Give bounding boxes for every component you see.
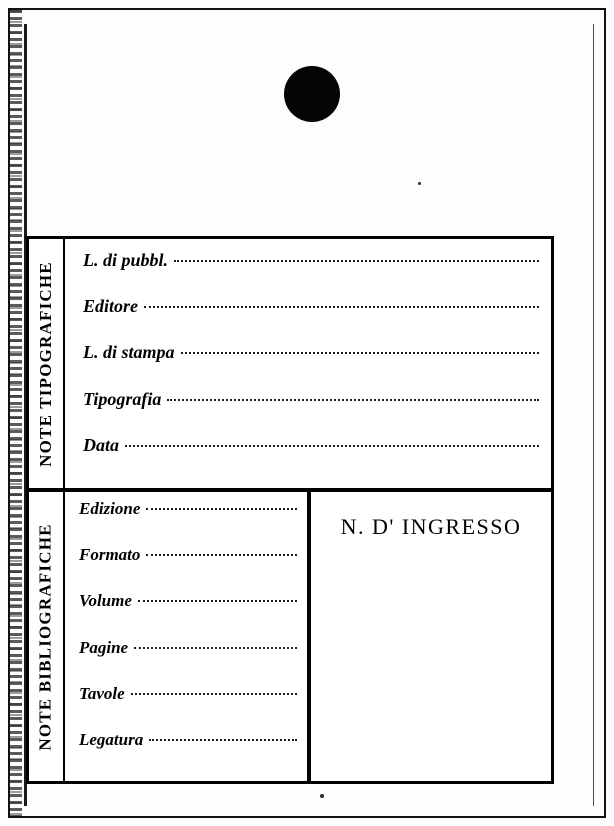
scan-gutter-speckle	[10, 10, 22, 816]
field-row-legatura[interactable]	[79, 730, 297, 774]
field-input-volume[interactable]	[138, 600, 297, 602]
section-typographic-notes	[29, 239, 551, 492]
field-row-luogo-pubblicazione[interactable]	[83, 250, 539, 294]
typographic-fields-list	[65, 239, 551, 488]
field-input-formato[interactable]	[146, 554, 297, 556]
field-row-luogo-stampa[interactable]	[83, 342, 539, 386]
bibliographic-fields-list	[65, 492, 311, 781]
field-row-formato[interactable]	[79, 545, 297, 589]
field-label-tipografia: Tipografia	[83, 388, 162, 409]
section-bibliographic-notes	[29, 492, 551, 781]
field-row-data[interactable]	[83, 435, 539, 479]
field-label-tavole: Tavole	[79, 683, 125, 703]
field-label-luogo-pubblicazione: L. di pubbl.	[83, 250, 169, 271]
bibliographic-notes-vertical-title	[29, 492, 65, 781]
field-label-editore: Editore	[83, 296, 139, 317]
field-input-luogo-stampa[interactable]	[181, 352, 539, 354]
field-input-legatura[interactable]	[149, 739, 297, 741]
field-input-tipografia[interactable]	[167, 399, 539, 401]
typographic-notes-title-text: NOTE TIPOGRAFICHE	[36, 260, 56, 467]
typographic-notes-vertical-title	[29, 239, 65, 488]
field-label-legatura: Legatura	[79, 729, 144, 749]
bibliographic-notes-title-text: NOTE BIBLIOGRAFICHE	[36, 522, 56, 751]
field-row-pagine[interactable]	[79, 638, 297, 682]
field-input-tavole[interactable]	[131, 693, 297, 695]
field-row-edizione[interactable]	[79, 499, 297, 543]
field-row-tavole[interactable]	[79, 684, 297, 728]
punch-hole-icon	[284, 66, 340, 122]
field-input-data[interactable]	[125, 445, 539, 447]
field-label-volume: Volume	[79, 591, 132, 611]
field-input-edizione[interactable]	[146, 508, 297, 510]
field-label-pagine: Pagine	[79, 637, 129, 657]
field-input-pagine[interactable]	[134, 647, 297, 649]
field-row-tipografia[interactable]	[83, 389, 539, 433]
field-label-formato: Formato	[79, 545, 141, 565]
field-input-editore[interactable]	[144, 306, 539, 308]
field-label-luogo-stampa: L. di stampa	[83, 342, 175, 363]
scan-speck	[418, 182, 421, 185]
field-label-data: Data	[83, 434, 119, 455]
catalog-card-table	[26, 236, 554, 784]
field-row-editore[interactable]	[83, 296, 539, 340]
field-label-edizione: Edizione	[79, 499, 141, 519]
field-row-volume[interactable]	[79, 591, 297, 635]
ingress-number-title: N. D' INGRESSO	[340, 514, 522, 539]
field-input-luogo-pubblicazione[interactable]	[174, 260, 539, 262]
scan-speck	[320, 794, 324, 798]
ingress-number-box[interactable]	[311, 492, 551, 781]
